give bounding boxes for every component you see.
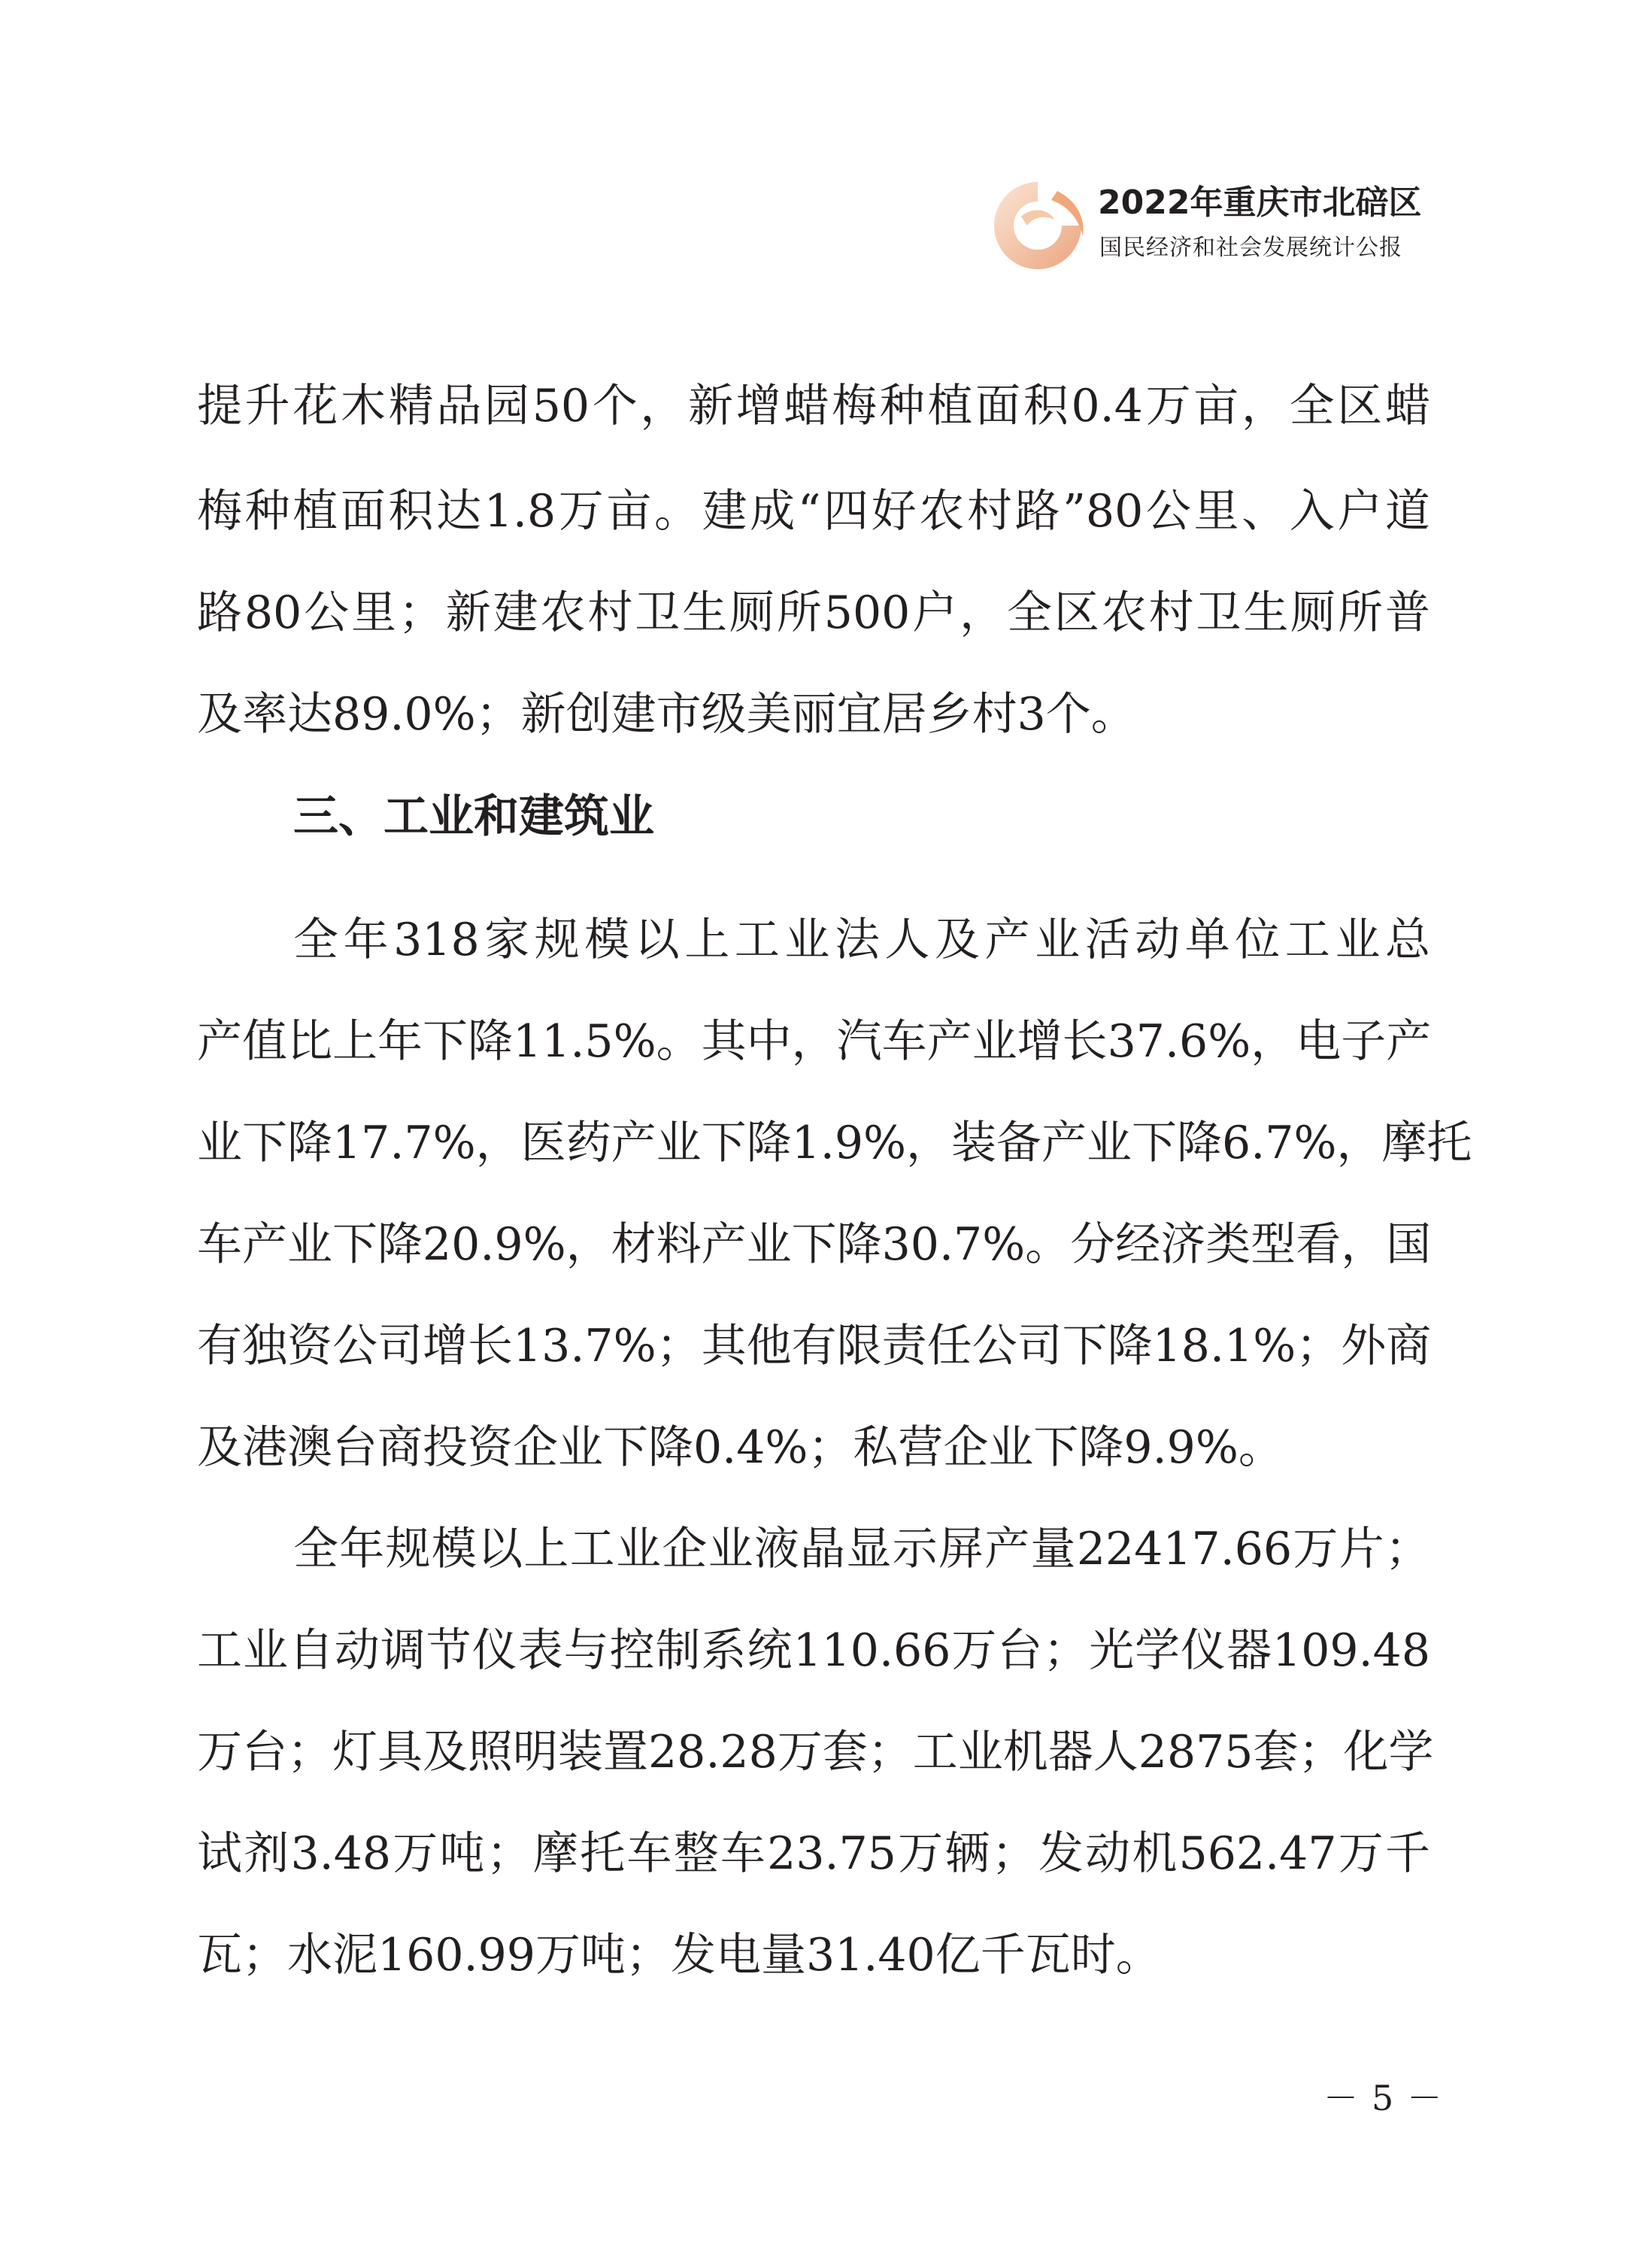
paragraph-line: 全年规模以上工业企业液晶显示屏产量22417.66万片； <box>293 1523 1430 1575</box>
header-title: 2022年重庆市北碚区 <box>1098 183 1422 222</box>
paragraph-line: 有独资公司增长13.7%；其他有限责任公司下降18.1%；外商 <box>197 1320 1432 1372</box>
section-heading: 三、工业和建筑业 <box>293 790 654 843</box>
header-subtitle: 国民经济和社会发展统计公报 <box>1099 235 1402 261</box>
paragraph-line: 及港澳台商投资企业下降0.4%；私营企业下降9.9%。 <box>197 1421 1284 1474</box>
paragraph-line: 万台；灯具及照明装置28.28万套；工业机器人2875套；化学 <box>197 1726 1434 1778</box>
paragraph-line: 全年318家规模以上工业法人及产业活动单位工业总 <box>293 914 1430 966</box>
paragraph-line: 产值比上年下降11.5%。其中，汽车产业增长37.6%，电子产 <box>197 1015 1432 1068</box>
paragraph-line: 工业自动调节仪表与控制系统110.66万台；光学仪器109.48 <box>197 1624 1430 1677</box>
statistics-bulletin-logo-icon <box>985 173 1090 278</box>
report-header <box>985 173 1451 278</box>
paragraph-line: 车产业下降20.9%，材料产业下降30.7%。分经济类型看，国 <box>197 1218 1432 1271</box>
paragraph-line: 业下降17.7%，医药产业下降1.9%，装备产业下降6.7%，摩托 <box>197 1117 1472 1169</box>
paragraph-line: 路80公里；新建农村卫生厕所500户，全区农村卫生厕所普 <box>197 587 1430 639</box>
page-number: －5－ <box>1323 2078 1456 2118</box>
paragraph-line: 梅种植面积达1.8万亩。建成“四好农村路”80公里、入户道 <box>197 485 1430 538</box>
paragraph-line: 及率达89.0%；新创建市级美丽宜居乡村3个。 <box>197 688 1136 741</box>
paragraph-line: 提升花木精品园50个，新增蜡梅种植面积0.4万亩，全区蜡 <box>197 380 1430 432</box>
paragraph-line: 试剂3.48万吨；摩托车整车23.75万辆；发动机562.47万千 <box>197 1827 1430 1880</box>
paragraph-line: 瓦；水泥160.99万吨；发电量31.40亿千瓦时。 <box>197 1929 1161 1981</box>
